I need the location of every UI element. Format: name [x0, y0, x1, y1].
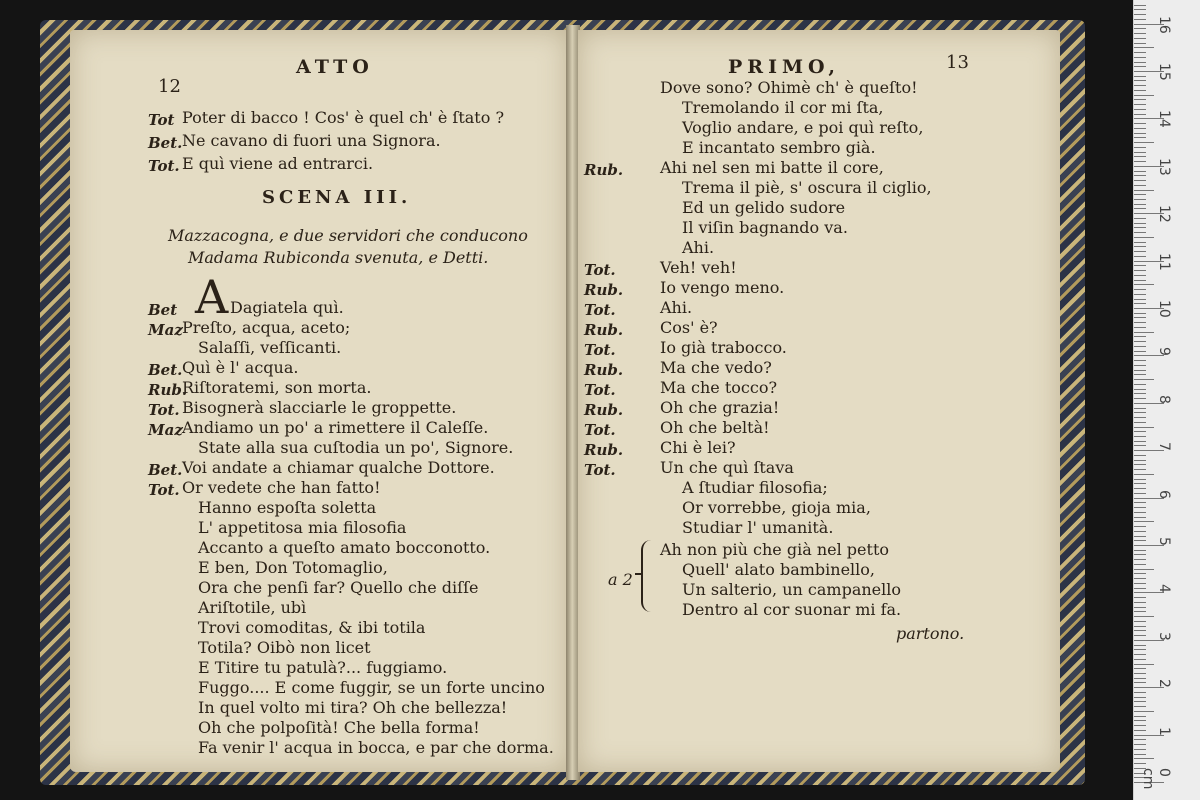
speaker-label: Rub. — [584, 401, 624, 419]
ruler-tick — [1134, 664, 1154, 665]
dialogue-line: E Titire tu patulà?... fuggiamo. — [198, 658, 448, 677]
ruler-tick — [1134, 14, 1146, 15]
dialogue-line: L' appetitosa mia filosofia — [198, 518, 407, 537]
ruler-tick — [1134, 242, 1146, 243]
exit-direction: partono. — [896, 624, 965, 643]
ruler-tick — [1134, 52, 1146, 53]
speaker-label: Rub. — [584, 441, 624, 459]
ruler-tick — [1134, 204, 1146, 205]
ruler-tick — [1134, 133, 1146, 134]
ruler-tick — [1134, 701, 1146, 702]
stage-direction: Madama Rubiconda svenuta, e Detti. — [188, 248, 489, 267]
speaker-label: Tot. — [148, 157, 180, 175]
ruler-tick — [1134, 47, 1154, 48]
speaker-label: Rub. — [584, 361, 624, 379]
ruler-tick — [1134, 327, 1146, 328]
ruler-tick — [1134, 175, 1146, 176]
dialogue-line: E incantato sembro già. — [682, 138, 876, 157]
speaker-label: Rub. — [584, 161, 624, 179]
dialogue-line: Io vengo meno. — [660, 278, 785, 297]
dialogue-line: Ma che vedo? — [660, 358, 772, 377]
left-page-header: ATTO — [296, 56, 374, 78]
ruler-tick — [1134, 659, 1146, 660]
ruler-tick — [1134, 99, 1146, 100]
ruler-tick — [1134, 256, 1146, 257]
dialogue-line: Ne cavano di fuori una Signora. — [182, 131, 441, 150]
ruler-tick — [1134, 265, 1146, 266]
ruler-tick — [1134, 531, 1146, 532]
ruler-number: 2 — [1156, 679, 1172, 689]
dialogue-line: Dagiatela quì. — [230, 298, 344, 317]
ruler-tick — [1134, 341, 1146, 342]
speaker-label: Rub. — [584, 281, 624, 299]
ruler-tick — [1134, 360, 1146, 361]
ruler-tick — [1134, 649, 1146, 650]
ruler-tick — [1134, 412, 1146, 413]
ruler-tick — [1134, 488, 1146, 489]
dialogue-line: Ariſtotile, ubì — [198, 598, 307, 617]
ruler-tick — [1134, 512, 1146, 513]
ruler-tick — [1134, 322, 1146, 323]
dialogue-line: In quel volto mi tira? Oh che bellezza! — [198, 698, 508, 717]
ruler-tick — [1134, 602, 1146, 603]
dialogue-line: Cos' è? — [660, 318, 718, 337]
ruler-tick — [1134, 185, 1146, 186]
ruler-tick — [1134, 109, 1146, 110]
ruler-tick — [1134, 754, 1146, 755]
ruler-tick — [1134, 720, 1146, 721]
ruler-tick — [1134, 573, 1146, 574]
ruler-tick — [1134, 104, 1146, 105]
ruler-number: 3 — [1156, 631, 1172, 641]
dialogue-line: Or vorrebbe, gioja mia, — [682, 498, 871, 517]
ruler-tick — [1134, 521, 1154, 522]
speaker-label: Bet. — [148, 134, 183, 152]
ruler-tick — [1134, 270, 1146, 271]
dialogue-line: Or vedete che han fatto! — [182, 478, 381, 497]
ruler-tick — [1134, 739, 1146, 740]
dialogue-line: Andiamo un po' a rimettere il Caleſſe. — [182, 418, 489, 437]
ruler-tick — [1134, 441, 1146, 442]
speaker-label: Tot. — [584, 421, 616, 439]
dialogue-line: Voi andate a chiamar qualche Dottore. — [182, 458, 495, 477]
ruler-tick — [1134, 469, 1146, 470]
ruler-tick — [1134, 588, 1146, 589]
ruler-tick — [1134, 744, 1146, 745]
ruler-tick — [1134, 730, 1146, 731]
dialogue-line: Ahi. — [682, 238, 715, 257]
ruler-tick — [1134, 57, 1146, 58]
dialogue-line: E quì viene ad entrarci. — [182, 154, 374, 173]
dialogue-line: Salaſſi, veſſicanti. — [198, 338, 342, 357]
ruler-tick — [1134, 417, 1146, 418]
a2-label: a 2 — [608, 570, 633, 589]
ruler-tick — [1134, 289, 1146, 290]
ruler-tick — [1134, 280, 1146, 281]
ruler-tick — [1134, 673, 1146, 674]
ruler-tick — [1134, 502, 1146, 503]
ruler-tick — [1134, 128, 1146, 129]
ruler-tick — [1134, 147, 1146, 148]
ruler-tick — [1134, 370, 1146, 371]
dialogue-line: Ahi nel sen mi batte il core, — [660, 158, 884, 177]
dialogue-line: Il viſin bagnando va. — [682, 218, 848, 237]
dialogue-line: Voglio andare, e poi quì reſto, — [682, 118, 924, 137]
ruler-tick — [1134, 246, 1146, 247]
ruler-tick — [1134, 616, 1154, 617]
ruler-tick — [1134, 682, 1146, 683]
ruler-tick — [1134, 483, 1146, 484]
ruler-tick — [1134, 445, 1146, 446]
ruler-number: 1 — [1156, 726, 1172, 736]
speaker-label: Bet — [148, 301, 178, 319]
ruler-number: 5 — [1156, 537, 1172, 546]
ruler-tick — [1134, 554, 1146, 555]
ruler-tick — [1134, 716, 1146, 717]
ruler-number: 6 — [1156, 489, 1172, 499]
ruler-tick — [1134, 218, 1146, 219]
dialogue-line: Un salterio, un campanello — [682, 580, 901, 599]
ruler-tick — [1134, 227, 1146, 228]
ruler-tick — [1134, 564, 1146, 565]
ruler-number: 8 — [1156, 394, 1172, 404]
dialogue-line: Io già trabocco. — [660, 338, 787, 357]
ruler-tick — [1134, 763, 1146, 764]
ruler-tick — [1134, 711, 1154, 712]
ruler-tick — [1134, 336, 1146, 337]
speaker-label: Bet. — [148, 361, 183, 379]
dialogue-line: Totila? Oibò non licet — [198, 638, 371, 657]
ruler-tick — [1134, 393, 1146, 394]
dialogue-line: Ora che penſi far? Quello che diſſe — [198, 578, 479, 597]
dialogue-line: Ma che tocco? — [660, 378, 778, 397]
left-page — [70, 30, 568, 772]
dialogue-line: Dove sono? Ohimè ch' è queſto! — [660, 78, 918, 97]
ruler-number: 12 — [1156, 205, 1172, 224]
speaker-label: Tot. — [584, 261, 616, 279]
speaker-label: Tot — [148, 111, 175, 129]
ruler-tick — [1134, 654, 1146, 655]
dialogue-line: Fa venir l' acqua in bocca, e par che dorma. — [198, 738, 554, 757]
ruler-tick — [1134, 635, 1146, 636]
dialogue-line: Studiar l' umanità. — [682, 518, 834, 537]
ruler-tick — [1134, 431, 1146, 432]
dialogue-line: Dentro al cor suonar mi fa. — [682, 600, 902, 619]
ruler-tick — [1134, 76, 1146, 77]
dialogue-line: Quì è l' acqua. — [182, 358, 299, 377]
ruler-tick — [1134, 578, 1146, 579]
dialogue-line: Oh che beltà! — [660, 418, 770, 437]
ruler-tick — [1134, 232, 1146, 233]
speaker-label: Tot. — [584, 381, 616, 399]
ruler-tick — [1134, 152, 1146, 153]
ruler-tick — [1134, 275, 1146, 276]
dialogue-line: Bisognerà slacciarle le groppette. — [182, 398, 457, 417]
speaker-label: Rub. — [148, 381, 188, 399]
ruler-tick — [1134, 611, 1146, 612]
ruler-number: 15 — [1156, 63, 1172, 81]
ruler-tick — [1134, 384, 1146, 385]
ruler-tick — [1134, 583, 1146, 584]
ruler-tick — [1134, 422, 1146, 423]
ruler-tick — [1134, 199, 1146, 200]
dialogue-line: Hanno espoſta soletta — [198, 498, 377, 517]
dialogue-line: Chi è lei? — [660, 438, 736, 457]
ruler-tick — [1134, 692, 1146, 693]
ruler-tick — [1134, 66, 1146, 67]
dialogue-line: Poter di bacco ! Cos' è quel ch' è ſtato ? — [182, 108, 505, 127]
dialogue-line: Accanto a queſto amato bocconotto. — [198, 538, 491, 557]
speaker-label: Tot. — [584, 341, 616, 359]
speaker-label: Maz — [148, 421, 183, 439]
dialogue-line: Un che quì ſtava — [660, 458, 794, 477]
speaker-label: Rub. — [584, 321, 624, 339]
speaker-label: Tot. — [148, 481, 180, 499]
scene-title: SCENA III. — [262, 187, 412, 208]
ruler-tick — [1134, 460, 1146, 461]
ruler-tick — [1134, 156, 1146, 157]
ruler-tick — [1134, 749, 1146, 750]
ruler-tick — [1134, 294, 1146, 295]
ruler-tick — [1134, 19, 1146, 20]
ruler-tick — [1134, 332, 1154, 333]
ruler-tick — [1134, 365, 1146, 366]
right-page-header: PRIMO, — [728, 56, 841, 78]
ruler-tick — [1134, 758, 1154, 759]
ruler-tick — [1134, 540, 1146, 541]
ruler-tick — [1134, 142, 1154, 143]
ruler-tick — [1134, 190, 1154, 191]
dialogue-line: Tremolando il cor mi ſta, — [682, 98, 884, 117]
ruler-tick — [1134, 630, 1146, 631]
ruler-tick — [1134, 626, 1146, 627]
ruler-number: 9 — [1156, 347, 1172, 357]
ruler-tick — [1134, 398, 1146, 399]
ruler-number: 14 — [1156, 110, 1172, 129]
page-number-right: 13 — [946, 52, 969, 73]
ruler-tick — [1134, 33, 1146, 34]
ruler-tick — [1134, 299, 1146, 300]
ruler-tick — [1134, 668, 1146, 669]
ruler-number: 13 — [1156, 157, 1172, 176]
ruler-number: 11 — [1156, 252, 1172, 271]
dialogue-line: Oh che polpoſità! Che bella forma! — [198, 718, 480, 737]
dialogue-line: Trema il piè, s' oscura il ciglio, — [682, 178, 932, 197]
ruler-tick — [1134, 526, 1146, 527]
dialogue-line: Preſto, acqua, aceto; — [182, 318, 351, 337]
ruler-tick — [1134, 645, 1146, 646]
ruler-tick — [1134, 408, 1146, 409]
ruler-tick — [1134, 62, 1146, 63]
ruler-tick — [1134, 313, 1146, 314]
ruler-tick — [1134, 436, 1146, 437]
ruler-tick — [1134, 237, 1154, 238]
ruler-tick — [1134, 208, 1146, 209]
ruler-unit-label: 0 cm — [1140, 768, 1172, 790]
stage-direction: Mazzacogna, e due servidori che conducono — [168, 226, 528, 245]
speaker-label: Maz — [148, 321, 183, 339]
ruler-tick — [1134, 427, 1154, 428]
ruler-tick — [1134, 351, 1146, 352]
ruler-tick — [1134, 725, 1146, 726]
dialogue-line: A ſtudiar filosofia; — [682, 478, 828, 497]
ruler-tick — [1134, 536, 1146, 537]
ruler-tick — [1134, 517, 1146, 518]
ruler-tick — [1134, 697, 1146, 698]
ruler-tick — [1134, 251, 1146, 252]
ruler-tick — [1134, 569, 1154, 570]
dialogue-line: Ahi. — [660, 298, 693, 317]
drop-cap: A — [195, 270, 229, 324]
speaker-label: Tot. — [584, 301, 616, 319]
speaker-label: Bet. — [148, 461, 183, 479]
ruler-tick — [1134, 464, 1146, 465]
dialogue-line: Ed un gelido sudore — [682, 198, 846, 217]
ruler-tick — [1134, 621, 1146, 622]
speaker-label: Tot. — [584, 461, 616, 479]
ruler-tick — [1134, 171, 1146, 172]
ruler-tick — [1134, 493, 1146, 494]
ruler-number: 10 — [1156, 300, 1172, 318]
ruler-tick — [1134, 559, 1146, 560]
ruler-tick — [1134, 28, 1146, 29]
brace-bracket — [641, 540, 657, 612]
dialogue-line: Riſtoratemi, son morta. — [182, 378, 372, 397]
ruler-tick — [1134, 223, 1146, 224]
ruler-tick — [1134, 389, 1146, 390]
ruler-tick — [1134, 507, 1146, 508]
ruler-tick — [1134, 455, 1146, 456]
ruler-tick — [1134, 114, 1146, 115]
ruler-tick — [1134, 38, 1146, 39]
ruler-tick — [1134, 284, 1154, 285]
ruler-tick — [1134, 161, 1146, 162]
dialogue-line: State alla sua cuſtodia un po', Signore. — [198, 438, 514, 457]
ruler-tick — [1134, 137, 1146, 138]
ruler-tick — [1134, 607, 1146, 608]
speaker-label: Tot. — [148, 401, 180, 419]
ruler-tick — [1134, 379, 1154, 380]
ruler-tick — [1134, 123, 1146, 124]
ruler-tick — [1134, 597, 1146, 598]
page-number-left: 12 — [158, 76, 181, 97]
dialogue-line: Quell' alato bambinello, — [682, 560, 875, 579]
ruler-tick — [1134, 95, 1154, 96]
ruler-tick — [1134, 180, 1146, 181]
ruler-tick — [1134, 80, 1146, 81]
ruler-tick — [1134, 479, 1146, 480]
right-page — [578, 30, 1060, 772]
ruler-tick — [1134, 346, 1146, 347]
ruler-tick — [1134, 706, 1146, 707]
ruler-tick — [1134, 474, 1154, 475]
measurement-ruler — [1133, 0, 1200, 800]
ruler-number: 16 — [1156, 15, 1172, 34]
ruler-tick — [1134, 550, 1146, 551]
ruler-tick — [1134, 303, 1146, 304]
ruler-tick — [1134, 194, 1146, 195]
ruler-number: 4 — [1156, 584, 1172, 594]
ruler-tick — [1134, 317, 1146, 318]
dialogue-line: Veh! veh! — [660, 258, 737, 277]
ruler-tick — [1134, 5, 1146, 6]
dialogue-line: Fuggo.... E come fuggir, se un forte uncino — [198, 678, 545, 697]
dialogue-line: Oh che grazia! — [660, 398, 780, 417]
dialogue-line: Trovi comoditas, & ibi totila — [198, 618, 426, 637]
ruler-tick — [1134, 85, 1146, 86]
ruler-tick — [1134, 678, 1146, 679]
ruler-tick — [1134, 374, 1146, 375]
ruler-tick — [1134, 90, 1146, 91]
ruler-number: 7 — [1156, 442, 1172, 452]
ruler-tick — [1134, 9, 1146, 10]
dialogue-line: Ah non più che già nel petto — [660, 540, 890, 559]
ruler-tick — [1134, 43, 1146, 44]
dialogue-line: E ben, Don Totomaglio, — [198, 558, 388, 577]
